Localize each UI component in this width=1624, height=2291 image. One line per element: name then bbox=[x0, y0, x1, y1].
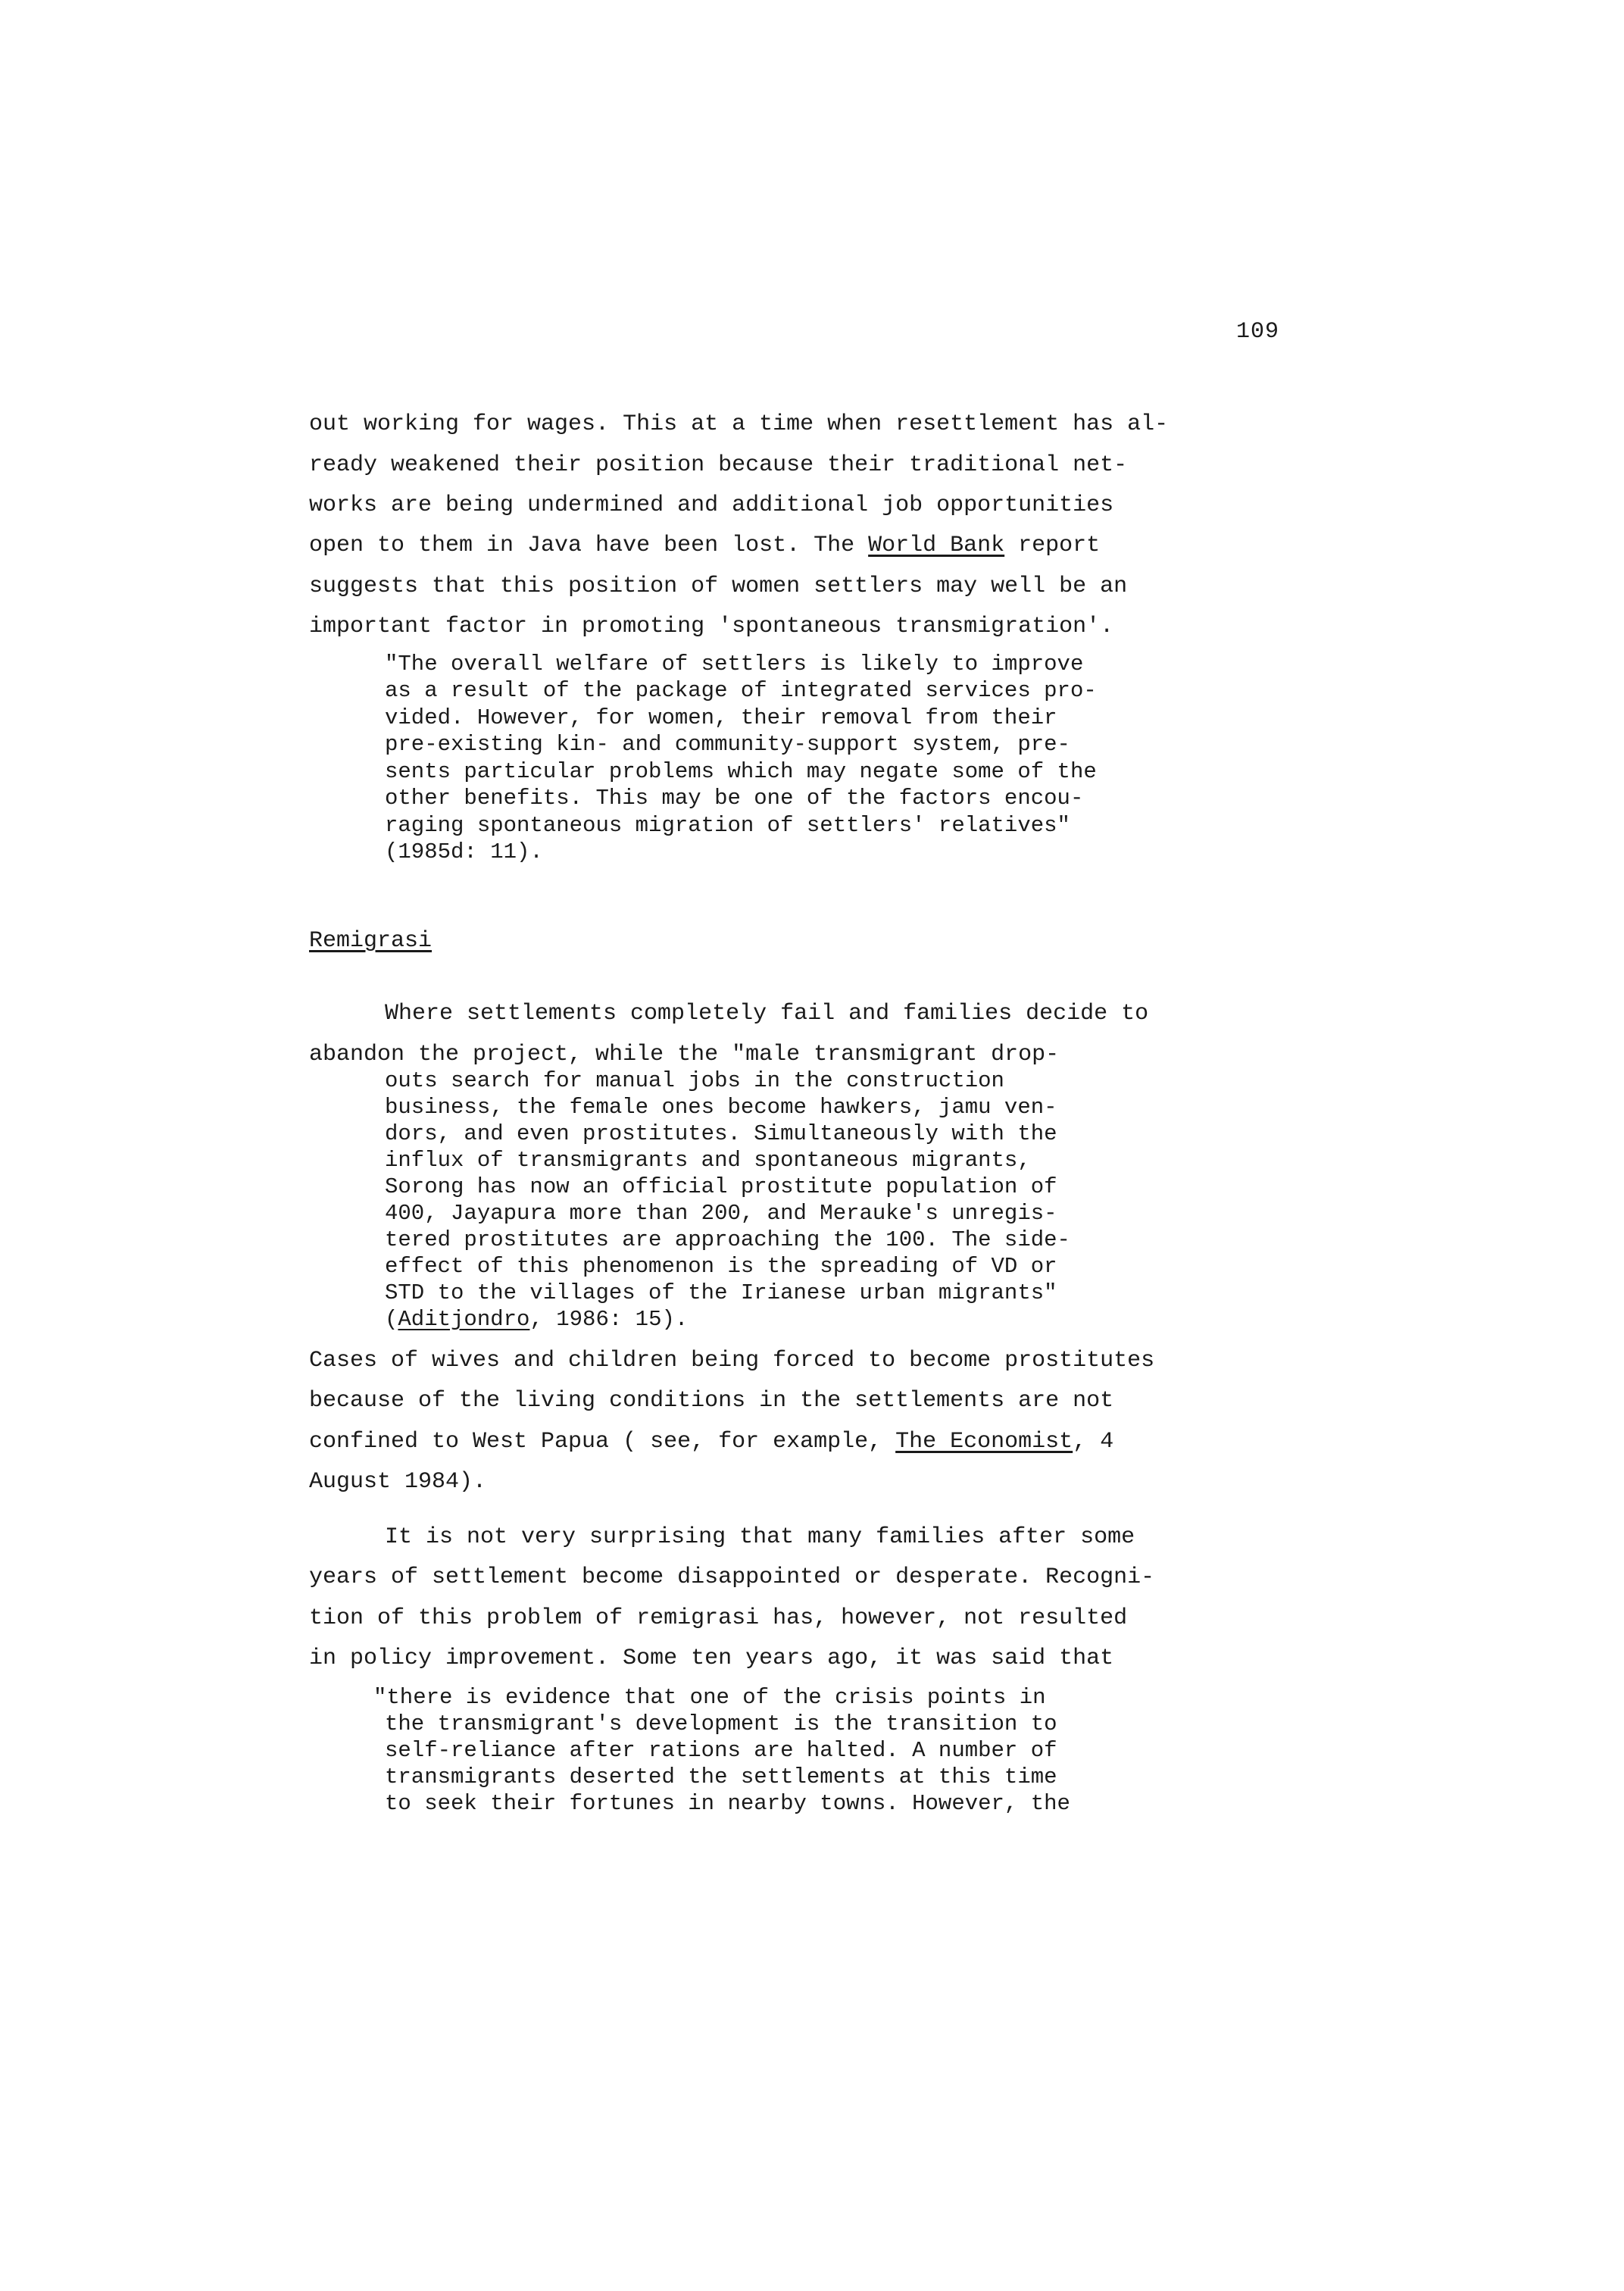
aditjondro-reference: Aditjondro bbox=[398, 1307, 530, 1332]
text-line bbox=[309, 1427, 1113, 1457]
quote-line: to seek their fortunes in nearby towns. However, the bbox=[385, 1791, 1070, 1816]
quote-line: influx of transmigrants and spontaneous migrants, bbox=[385, 1148, 1031, 1173]
quote-line: Sorong has now an official prostitute population of bbox=[385, 1174, 1057, 1199]
text-line: Cases of wives and children being forced to become prostitutes bbox=[309, 1348, 1155, 1374]
text-line: years of settlement become disappointed or desperate. Recogni- bbox=[309, 1564, 1155, 1590]
text-line: works are being undermined and additional job opportunities bbox=[309, 492, 1114, 518]
quote-line: transmigrants deserted the settlements at this time bbox=[385, 1764, 1057, 1789]
quote-line: outs search for manual jobs in the construction bbox=[385, 1068, 1004, 1093]
text-segment: , 4 bbox=[1073, 1429, 1114, 1455]
quote-line: effect of this phenomenon is the spreading of VD or bbox=[385, 1254, 1057, 1279]
text-line: in policy improvement. Some ten years ago, it was said that bbox=[309, 1646, 1114, 1671]
quote-line: business, the female ones become hawkers, jamu ven- bbox=[385, 1095, 1057, 1120]
quote-line: self-reliance after rations are halted. A number of bbox=[385, 1738, 1057, 1763]
quote-line: STD to the villages of the Irianese urban migrants" bbox=[385, 1280, 1057, 1305]
world-bank-reference: World Bank bbox=[868, 533, 1005, 558]
quote-line: as a result of the package of integrated services pro- bbox=[385, 678, 1097, 703]
text-line: tion of this problem of remigrasi has, however, not resulted bbox=[309, 1605, 1128, 1631]
page-number: 109 bbox=[1236, 319, 1280, 345]
quote-line: (1985d: 11). bbox=[385, 839, 543, 864]
text-line: important factor in promoting 'spontaneous transmigration'. bbox=[309, 614, 1114, 639]
section-heading: Remigrasi bbox=[309, 928, 433, 954]
economist-reference: The Economist bbox=[895, 1429, 1073, 1455]
text-segment: confined to West Papua ( see, for example, bbox=[309, 1429, 896, 1455]
text-line: out working for wages. This at a time when resettlement has al- bbox=[309, 411, 1169, 437]
quote-line: sents particular problems which may negate some of the bbox=[385, 759, 1097, 784]
text-segment: , 1986: 15). bbox=[529, 1307, 689, 1332]
quote-line: pre-existing kin- and community-support system, pre- bbox=[385, 732, 1070, 757]
quote-line bbox=[385, 1306, 688, 1333]
quote-line: vided. However, for women, their removal from their bbox=[385, 705, 1057, 730]
quote-line: tered prostitutes are approaching the 100. The side- bbox=[385, 1227, 1070, 1252]
quote-line: 400, Jayapura more than 200, and Merauke's unregis- bbox=[385, 1201, 1057, 1226]
text-line: Where settlements completely fail and families decide to bbox=[385, 1001, 1149, 1027]
text-line bbox=[309, 530, 1100, 561]
text-segment: report bbox=[1004, 533, 1101, 558]
text-line: August 1984). bbox=[309, 1469, 487, 1495]
quote-line: other benefits. This may be one of the factors encou- bbox=[385, 786, 1084, 811]
quote-line: "The overall welfare of settlers is likely to improve bbox=[385, 652, 1084, 677]
quote-line: "there is evidence that one of the crisis points in bbox=[373, 1685, 1046, 1710]
text-line: It is not very surprising that many families after some bbox=[385, 1524, 1135, 1550]
text-segment: ( bbox=[385, 1307, 398, 1332]
text-line: ready weakened their position because their traditional net- bbox=[309, 452, 1128, 478]
quote-line: raging spontaneous migration of settlers' relatives" bbox=[385, 813, 1070, 838]
quote-line: the transmigrant's development is the transition to bbox=[385, 1711, 1057, 1736]
text-segment: open to them in Java have been lost. The bbox=[309, 533, 869, 558]
text-line: abandon the project, while the "male transmigrant drop- bbox=[309, 1042, 1060, 1067]
text-line: suggests that this position of women settlers may well be an bbox=[309, 574, 1128, 599]
text-line: because of the living conditions in the settlements are not bbox=[309, 1388, 1114, 1414]
quote-line: dors, and even prostitutes. Simultaneously with the bbox=[385, 1121, 1057, 1146]
